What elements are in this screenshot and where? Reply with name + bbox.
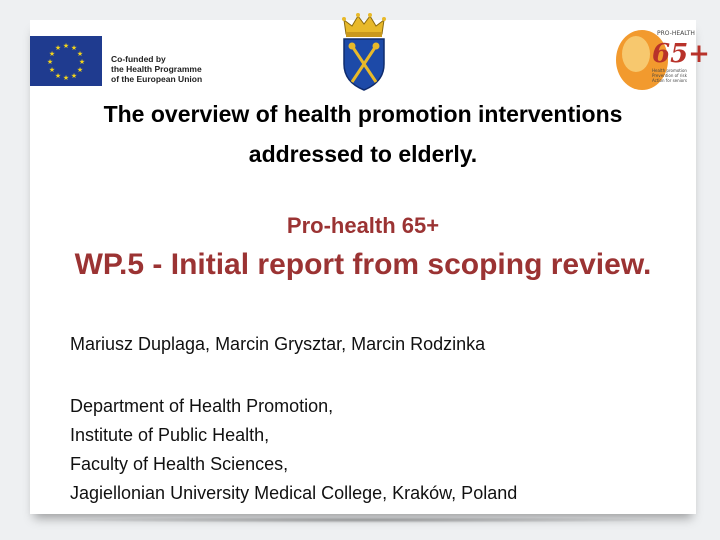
report-title: WP.5 - Initial report from scoping review.	[74, 248, 652, 281]
svg-text:★: ★	[70, 44, 78, 52]
eu-text-line: of the European Union	[111, 74, 203, 84]
affiliation	[70, 392, 517, 508]
svg-text:★: ★	[70, 72, 78, 80]
authors: Mariusz Duplaga, Marcin Grysztar, Marcin Rodzinka	[70, 334, 486, 354]
svg-text:★: ★	[48, 50, 56, 58]
slide	[30, 20, 710, 514]
svg-text:★: ★	[62, 42, 70, 50]
eu-text-line: Co-funded by	[111, 54, 166, 64]
svg-text:★: ★	[76, 50, 84, 58]
svg-text:★: ★	[48, 66, 56, 74]
eu-cofunded-text	[111, 54, 241, 84]
affiliation-line: Department of Health Promotion,	[70, 396, 334, 416]
slide-shadow	[50, 517, 680, 523]
slide-title-line: The overview of health promotion interventions	[103, 101, 623, 127]
svg-text:★: ★	[54, 44, 62, 52]
project-name: Pro-health 65+	[286, 213, 440, 238]
svg-text:★: ★	[62, 74, 70, 82]
pro-health-logo-line: Health promotion	[652, 68, 687, 73]
eu-flag-icon	[30, 36, 102, 86]
eu-text-line: the Health Programme	[111, 64, 202, 74]
university-crest-icon	[338, 12, 390, 97]
pro-health-logo-line: Prevention of risk	[652, 73, 687, 78]
slide-title	[30, 94, 696, 174]
pro-health-65-logo	[612, 26, 710, 97]
svg-text:★: ★	[76, 66, 84, 74]
slide-title-line: addressed to elderly.	[248, 141, 478, 167]
svg-text:★: ★	[46, 58, 54, 66]
affiliation-line: Jagiellonian University Medical College, Kraków, Poland	[70, 483, 518, 503]
affiliation-line: Faculty of Health Sciences,	[70, 454, 289, 474]
pro-health-logo-number: 65+	[652, 39, 710, 69]
pro-health-logo-line: Action for seniors	[652, 78, 687, 83]
affiliation-line: Institute of Public Health,	[70, 425, 270, 445]
pro-health-logo-title: PRO-HEALTH	[657, 30, 695, 37]
svg-text:★: ★	[54, 72, 62, 80]
svg-text:★: ★	[78, 58, 86, 66]
